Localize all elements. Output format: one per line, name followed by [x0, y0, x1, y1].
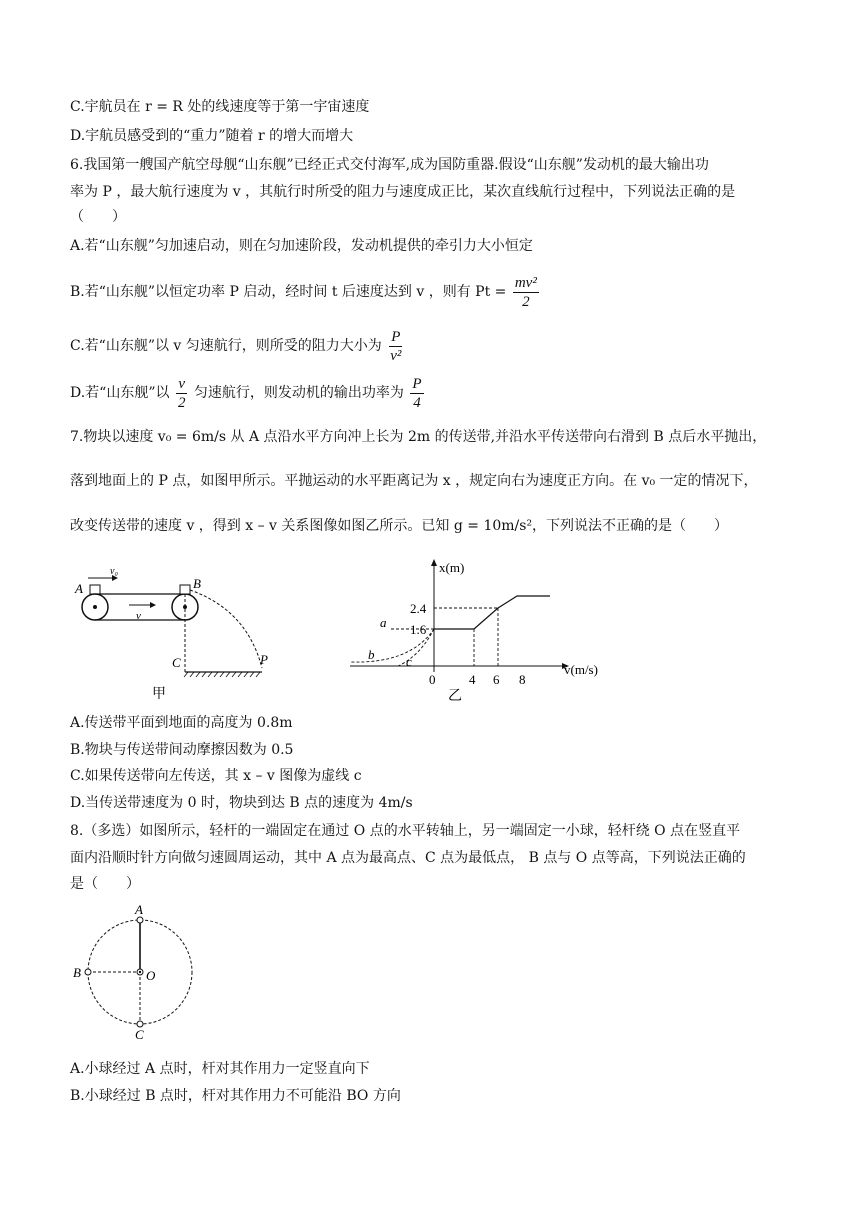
- option-6b: [70, 272, 541, 312]
- option-6b-text: B.若“山东舰”以恒定功率 P 启动，经时间 t 后速度达到 v ，则有 Pt =: [70, 284, 507, 300]
- label-p: P: [260, 652, 268, 667]
- figure-circular-motion: [68, 900, 208, 1040]
- left-axle: [93, 605, 97, 609]
- y-axis-arrow: [431, 559, 437, 566]
- tick-x-6: 6: [493, 672, 500, 687]
- option-8b: B.小球经过 B 点时，杆对其作用力不可能沿 BO 方向: [70, 1088, 401, 1104]
- option-6d-text-1: D.若“山东舰”以: [70, 385, 170, 401]
- label-v0: v₀: [110, 566, 118, 577]
- block-at-b: [180, 585, 190, 594]
- question-8-stem-1: 8.（多选）如图所示，轻杆的一端固定在通过 O 点的水平转轴上，另一端固定一小球，轻杆绕 O 点在竖直平: [70, 823, 741, 839]
- question-7-stem-2: 落到地面上的 P 点，如图甲所示。平抛运动的水平距离记为 x ，规定向右为速度正方向。在 v₀ 一定的情况下，: [70, 473, 758, 489]
- tick-y-1.6: 1.6: [410, 622, 427, 637]
- label-b: B: [193, 576, 201, 591]
- fraction-denominator: v²: [390, 347, 402, 364]
- label-c: C: [172, 655, 181, 670]
- option-6a: A.若“山东舰”匀加速启动，则在匀加速阶段，发动机提供的牵引力大小恒定: [70, 238, 533, 254]
- option-6d: [70, 373, 426, 413]
- question-6-stem-1: 6.我国第一艘国产航空母舰“山东舰”已经正式交付海军,成为国防重器.假设“山东舰”发动机的最大输出功: [70, 157, 709, 173]
- label-curve-c: c: [406, 654, 412, 669]
- option-7b: B.物块与传送带间动摩擦因数为 0.5: [70, 742, 294, 758]
- option-6d-text-2: 匀速航行，则发动机的输出功率为: [193, 385, 404, 401]
- fraction-denominator: 4: [413, 394, 421, 411]
- tick-x-4: 4: [469, 672, 476, 687]
- question-7-stem-1: 7.物块以速度 v₀ = 6m/s 从 A 点沿水平方向冲上长为 2m 的传送带,并沿水平传送带向右滑到 B 点后水平抛出，: [70, 429, 767, 445]
- question-8-stem-2: 面内沿顺时针方向做匀速圆周运动，其中 A 点为最高点、C 点为最低点， B 点与 O 点等高，下列说法正确的: [70, 850, 746, 866]
- ball-at-a: [137, 917, 143, 923]
- fraction-p-over-v2: [388, 328, 403, 365]
- fraction-denominator: 2: [522, 293, 530, 310]
- label-curve-a: a: [380, 615, 387, 630]
- fraction-numerator: v: [178, 375, 186, 392]
- fraction-v-over-2: [176, 375, 188, 412]
- v-arrowhead: [150, 602, 156, 608]
- option-7a: A.传送带平面到地面的高度为 0.8m: [70, 715, 293, 731]
- projectile-trajectory: [190, 590, 262, 668]
- fraction-numerator: P: [412, 375, 422, 392]
- pivot-center: [139, 971, 141, 973]
- ground-hatching: [184, 672, 260, 677]
- label-o: O: [146, 968, 156, 983]
- label-c: C: [135, 1027, 144, 1040]
- option-8a: A.小球经过 A 点时，杆对其作用力一定竖直向下: [70, 1061, 370, 1077]
- question-8-stem-3: 是（ ）: [70, 876, 140, 892]
- label-a: A: [75, 581, 83, 596]
- option-5c: C.宇航员在 r = R 处的线速度等于第一宇宙速度: [70, 99, 370, 115]
- label-v: v: [136, 610, 141, 622]
- caption-jia: 甲: [152, 687, 166, 702]
- tick-y-2.4: 2.4: [410, 601, 427, 616]
- label-a: A: [135, 902, 143, 917]
- tick-x-0: 0: [429, 672, 436, 687]
- question-6-stem-2: 率为 P ，最大航行速度为 v ，其航行时所受的阻力与速度成正比，某次直线航行过程中，下列说法正确的是: [70, 184, 736, 200]
- fraction-p-over-4: [410, 375, 423, 412]
- option-5d: D.宇航员感受到的“重力”随着 r 的增大而增大: [70, 128, 354, 144]
- x-axis-label: v(m/s): [564, 662, 598, 677]
- fraction-numerator: P: [391, 328, 401, 345]
- caption-yi: 乙: [448, 689, 462, 704]
- xv-curve: [434, 596, 550, 629]
- label-curve-b: b: [368, 647, 375, 662]
- fraction-mv2-over-2: [513, 274, 539, 311]
- y-axis-label: x(m): [439, 560, 465, 575]
- option-7c: C.如果传送带向左传送，其 x – v 图像为虚线 c: [70, 768, 362, 784]
- question-7-stem-3: 改变传送带的速度 v ，得到 x – v 关系图像如图乙所示。已知 g = 10m/s²，下列说法不正确的是（ ）: [70, 518, 729, 534]
- label-b: B: [73, 965, 81, 980]
- option-7d: D.当传送带速度为 0 时，物块到达 B 点的速度为 4m/s: [70, 795, 413, 811]
- tick-x-8: 8: [519, 672, 526, 687]
- figure-jia-conveyor: [72, 560, 282, 710]
- question-6-blank: （ ）: [70, 209, 126, 225]
- fraction-denominator: 2: [177, 394, 186, 411]
- ball-at-b: [85, 969, 91, 975]
- option-6c-text: C.若“山东舰”以 v 匀速航行，则所受的阻力大小为: [70, 338, 382, 354]
- fraction-numerator: mv²: [514, 274, 537, 291]
- block-at-a: [90, 585, 100, 594]
- figure-yi-xv-graph: [340, 556, 600, 706]
- option-6c: [70, 326, 405, 366]
